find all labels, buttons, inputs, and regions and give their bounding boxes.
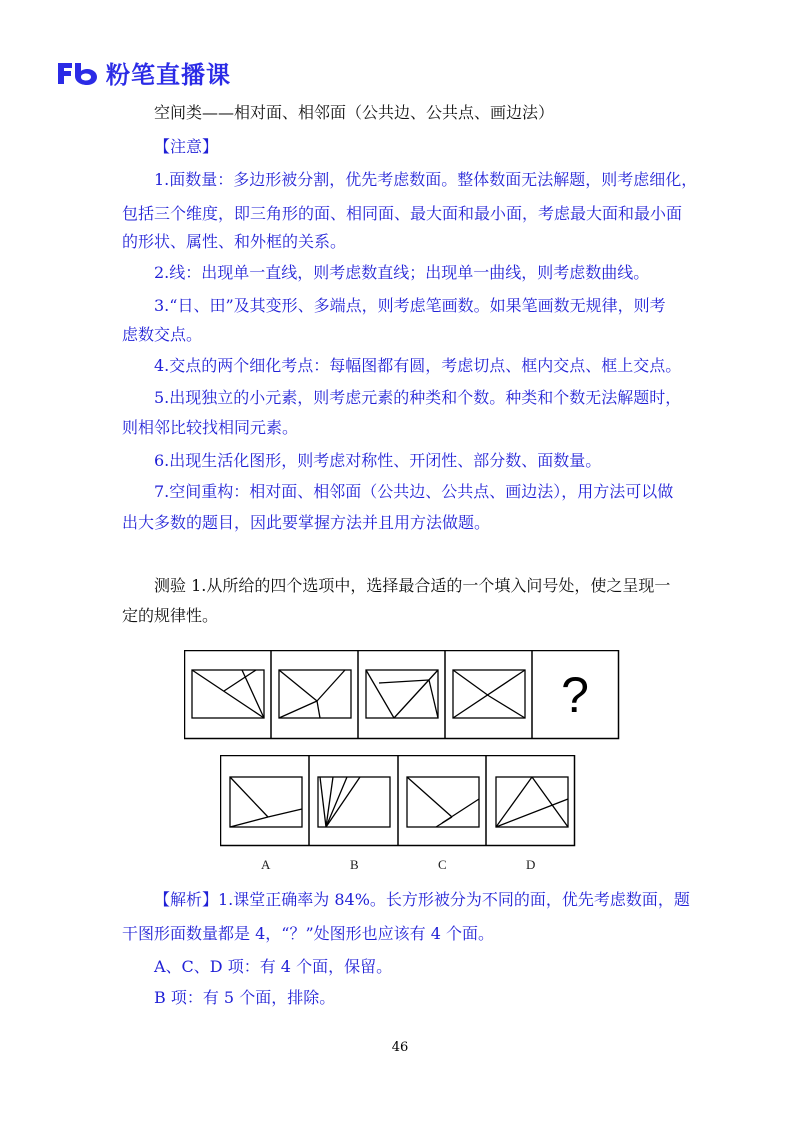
analysis-text: 干图形面数量都是 4，“？”处图形也应该有 4 个面。 — [122, 924, 494, 943]
note-line: 2.线：出现单一直线，则考虑数直线；出现单一曲线，则考虑数曲线。 — [154, 263, 650, 282]
options-figure-row — [220, 755, 576, 847]
page-number: 46 — [391, 1040, 409, 1055]
header-logo — [56, 55, 231, 90]
note-line: 7.空间重构：相对面、相邻面（公共边、公共点、画边法），用方法可以做 — [154, 482, 674, 501]
note-line: 6.出现生活化图形，则考虑对称性、开闭性、部分数、面数量。 — [154, 451, 602, 470]
note-line: 包括三个维度，即三角形的面、相同面、最大面和最小面，考虑最大面和最小面 — [122, 204, 683, 223]
option-label-d: D — [526, 857, 536, 872]
analysis-text: 【解析】1.课堂正确率为 84%。长方形被分为不同的面，优先考虑数面，题 — [154, 890, 690, 909]
analysis-text: B 项：有 5 个面，排除。 — [154, 988, 336, 1007]
puzzle-figure-4 — [453, 670, 525, 718]
option-c-figure — [407, 777, 479, 827]
note-line: 虑数交点。 — [122, 325, 203, 344]
note-line: 4.交点的两个细化考点：每幅图都有圆，考虑切点、框内交点、框上交点。 — [154, 356, 682, 375]
analysis-text: A、C、D 项：有 4 个面，保留。 — [154, 957, 393, 976]
puzzle-figure-3 — [366, 670, 438, 718]
question-mark: ? — [561, 667, 589, 723]
note-line: 5.出现独立的小元素，则考虑元素的种类和个数。种类和个数无法解题时， — [154, 388, 682, 407]
brand-name: 粉笔直播课 — [106, 61, 231, 89]
option-d-figure — [496, 777, 568, 827]
option-label-b: B — [350, 857, 359, 872]
puzzle-figure-2 — [279, 670, 351, 718]
note-line: 出大多数的题目，因此要掌握方法并且用方法做题。 — [122, 513, 491, 532]
question-text: 定的规律性。 — [122, 606, 219, 625]
note-line: 3.“日、田”及其变形、多端点，则考虑笔画数。如果笔画数无规律，则考 — [154, 296, 666, 315]
option-b-figure — [318, 777, 390, 827]
notice-label: 【注意】 — [154, 137, 219, 156]
note-line: 的形状、属性、和外框的关系。 — [122, 232, 347, 251]
puzzle-figure-row — [184, 650, 620, 740]
note-line: 则相邻比较找相同元素。 — [122, 418, 299, 437]
puzzle-figure-1 — [192, 670, 264, 718]
section-title: 空间类——相对面、相邻面（公共边、公共点、画边法） — [154, 103, 555, 122]
option-label-c: C — [438, 857, 447, 872]
note-line: 1.面数量：多边形被分割，优先考虑数面。整体数面无法解题，则考虑细化， — [154, 170, 698, 189]
question-text: 测验 1.从所给的四个选项中，选择最合适的一个填入问号处，使之呈现一 — [154, 576, 671, 595]
option-a-figure — [230, 777, 302, 827]
fb-logo-icon — [56, 60, 100, 86]
option-label-a: A — [261, 857, 271, 872]
